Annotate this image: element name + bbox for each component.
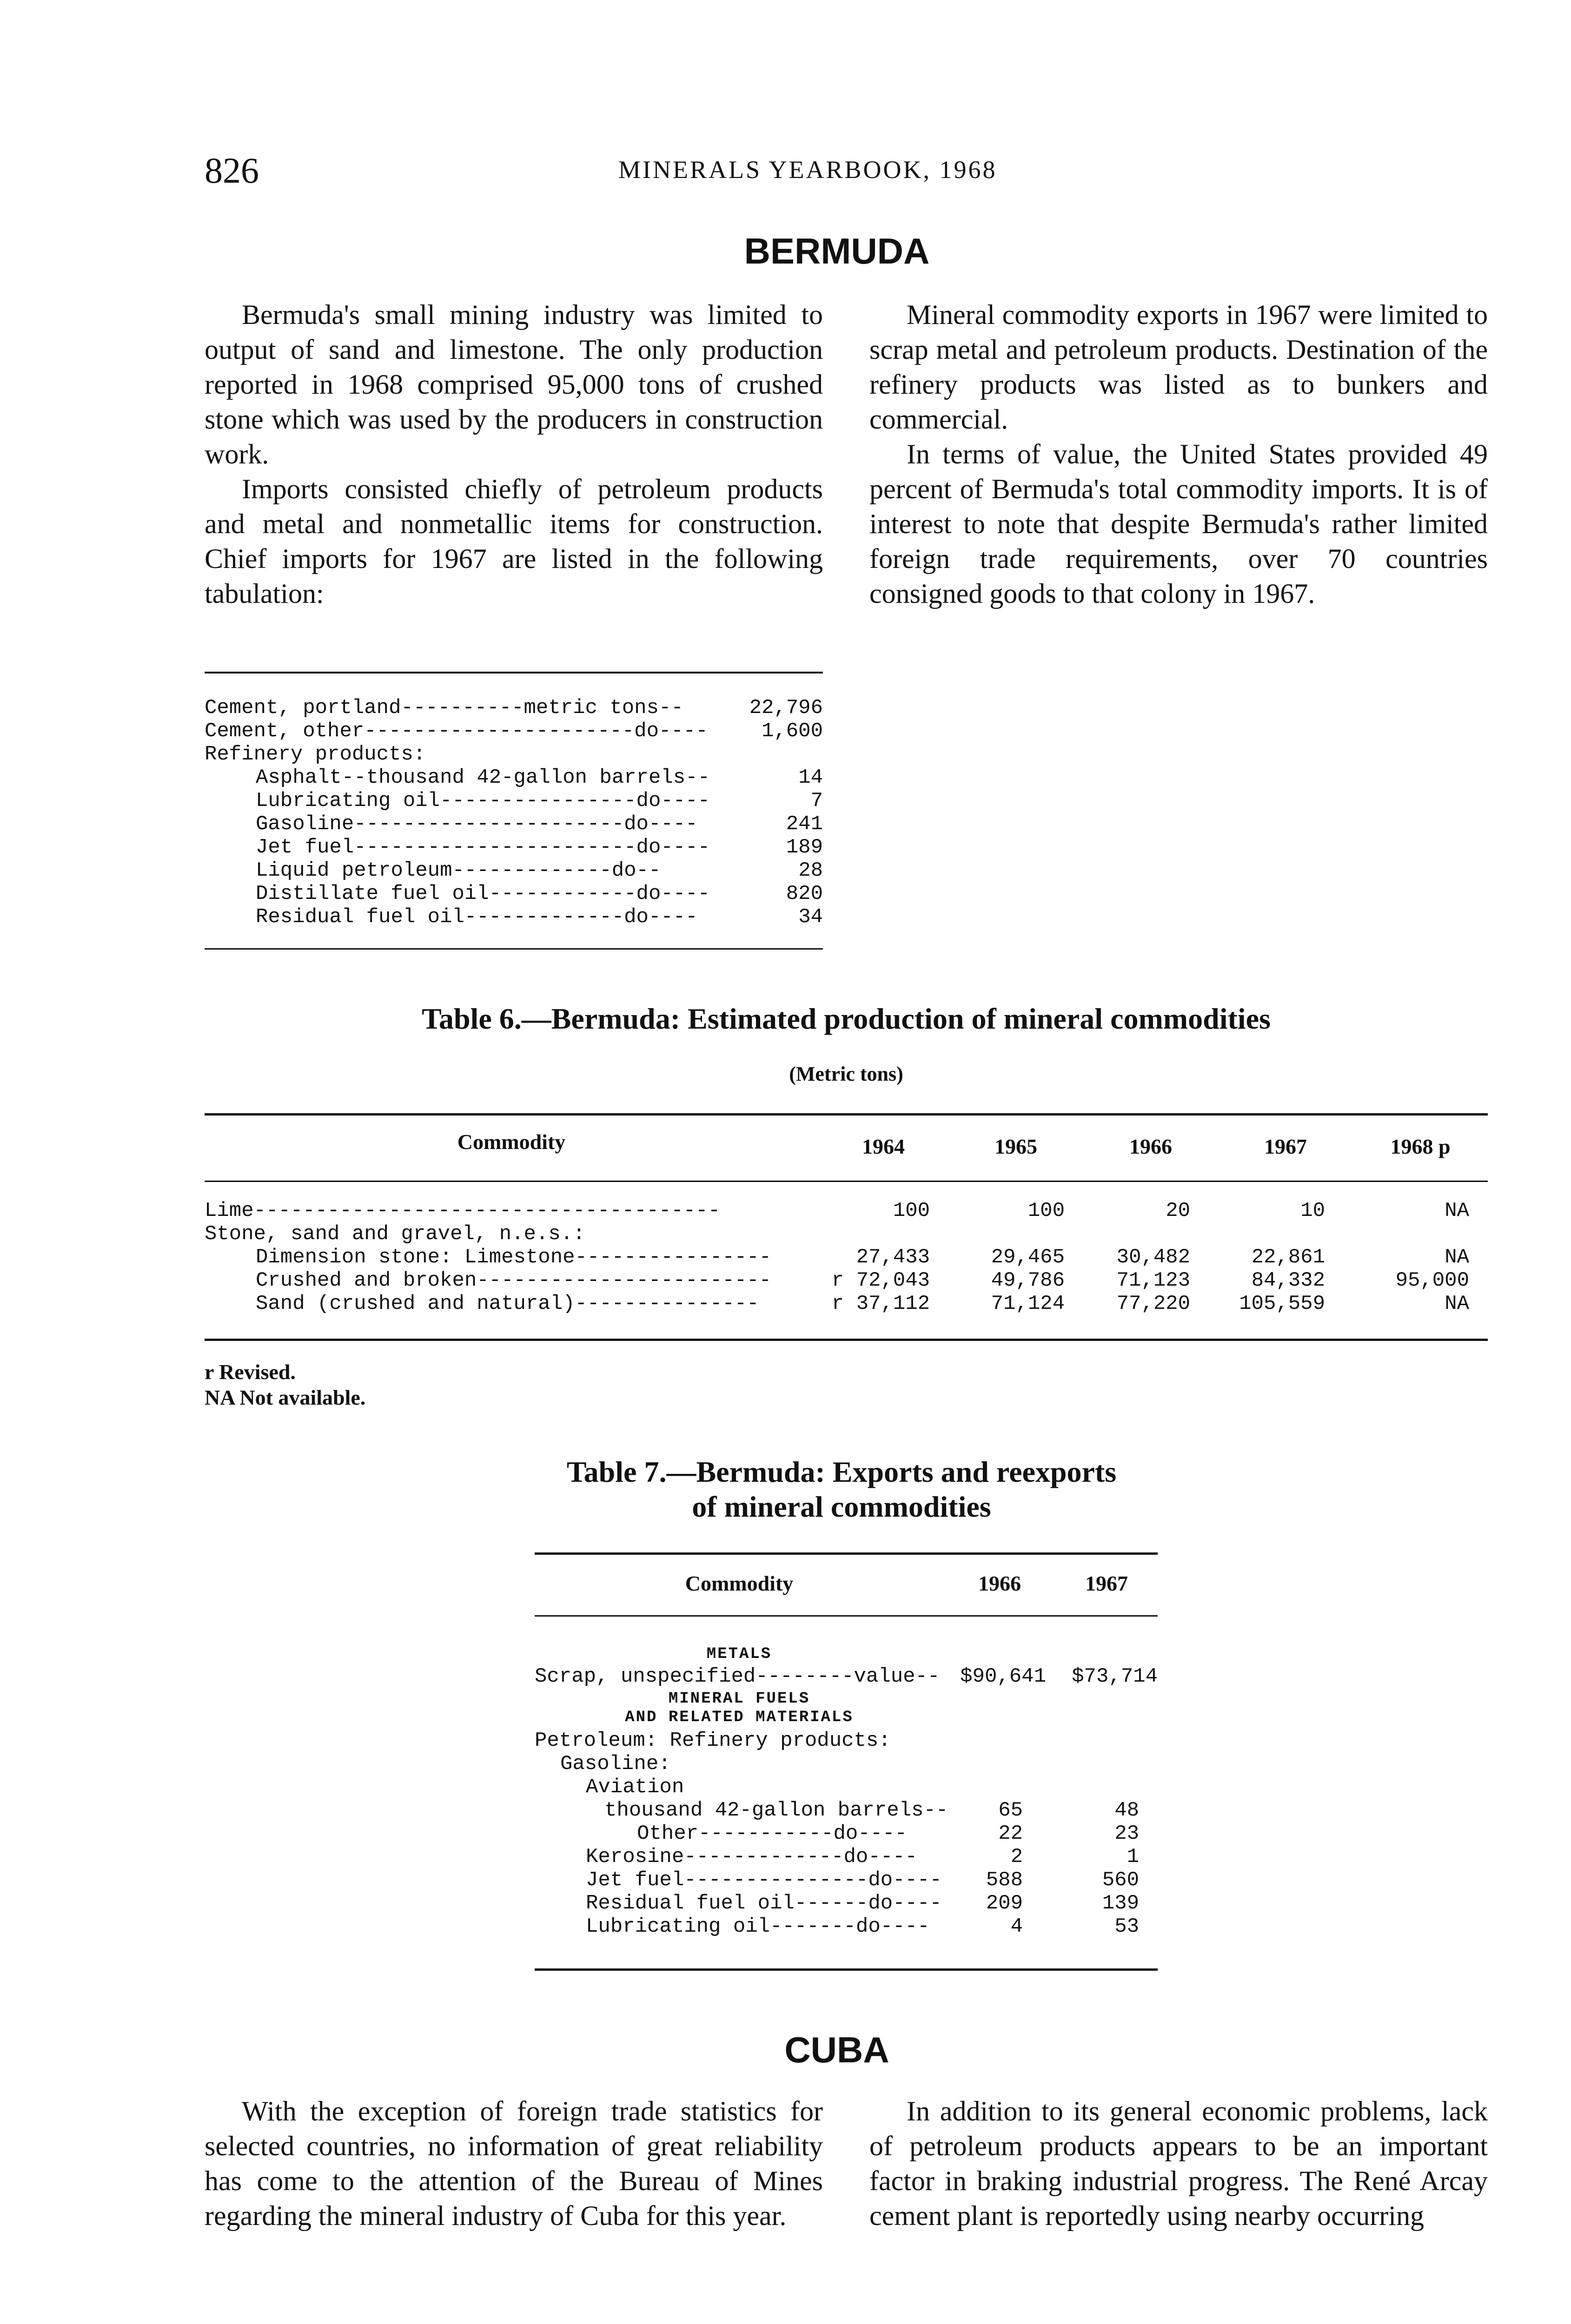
table-cell: 53 [1114, 1915, 1139, 1938]
table-cell: 209 [986, 1892, 1023, 1915]
table6-header-rule [205, 1181, 1488, 1182]
table7-section-metals: METALS [706, 1645, 772, 1663]
imports-row: Cement, portland----------metric tons-- [205, 696, 683, 720]
table-cell: 4 [1010, 1915, 1023, 1938]
bermuda-right-column [869, 297, 1488, 611]
table-cell: 95,000 [1395, 1269, 1469, 1292]
page-number: 826 [205, 150, 259, 191]
cuba-paragraph: With the exception of foreign trade statistics for selected countries, no information of great reliability has come to the attention of the Bureau of Mines regarding the mineral industry of Cuba for this year. [205, 2096, 823, 2231]
table7-top-rule [535, 1552, 1158, 1555]
table-cell: 10 [1300, 1199, 1325, 1222]
table-cell: 23 [1114, 1822, 1139, 1845]
table6-subtitle: (Metric tons) [789, 1063, 903, 1085]
table7-body [535, 1645, 1158, 1961]
table-cell: 22,861 [1251, 1246, 1325, 1269]
bermuda-paragraph: In terms of value, the United States provided 49 percent of Bermuda's total commodity imports. It is of interest to note that despite Bermuda's rather limited foreign trade requirements, over 70 countries consigned goods to that colony in 1967. [869, 439, 1488, 609]
table-row: Jet fuel---------------do---- [586, 1868, 942, 1892]
imports-value: 7 [810, 789, 823, 812]
table6-col-1967: 1967 [1264, 1135, 1307, 1158]
table-row: Residual fuel oil------do---- [586, 1892, 942, 1915]
table-cell: NA [1445, 1246, 1469, 1269]
table6-title: Table 6.—Bermuda: Estimated production of mineral commodities [422, 1002, 1271, 1035]
imports-row: Lubricating oil----------------do---- [256, 789, 710, 812]
section-title-cuba: CUBA [784, 2029, 889, 2070]
imports-value: 820 [786, 882, 823, 905]
table-cell: 1 [1127, 1845, 1139, 1868]
table-row: Dimension stone: Limestone---------------- [256, 1246, 771, 1269]
imports-row: Residual fuel oil-------------do---- [256, 905, 698, 929]
bermuda-paragraph: Imports consisted chiefly of petroleum products and metal and nonmetallic items for construction. Chief imports for 1967 are listed in the following tabulation: [205, 474, 823, 609]
table6-col-1965: 1965 [994, 1135, 1037, 1158]
table-cell: 30,482 [1116, 1246, 1190, 1269]
section-title-bermuda: BERMUDA [744, 231, 930, 271]
table-cell: 105,559 [1239, 1292, 1325, 1315]
table7-header-rule [535, 1615, 1158, 1617]
table-row: Crushed and broken------------------------ [256, 1269, 771, 1292]
imports-row: Asphalt--thousand 42-gallon barrels-- [256, 766, 710, 789]
table-cell: 84,332 [1251, 1269, 1325, 1292]
imports-value: 1,600 [761, 720, 823, 743]
table-cell: 100 [893, 1199, 930, 1222]
table7-header [535, 1566, 1158, 1613]
table7-title-line1: Table 7.—Bermuda: Exports and reexports [566, 1455, 1117, 1488]
table7-title-line2: of mineral commodities [692, 1490, 991, 1523]
table-cell: 100 [1027, 1199, 1065, 1222]
table-cell: 560 [1102, 1868, 1139, 1892]
table6-footnote-na: NA Not available. [205, 1386, 366, 1409]
table-row: Aviation [586, 1776, 684, 1799]
table-cell: 49,786 [991, 1269, 1065, 1292]
table-cell: $73,714 [1072, 1665, 1158, 1688]
table-row: Gasoline: [560, 1752, 671, 1776]
table-cell: 65 [998, 1799, 1023, 1822]
table-cell: r 72,043 [831, 1269, 930, 1292]
table-cell: 20 [1166, 1199, 1190, 1222]
imports-row: Gasoline----------------------do---- [256, 812, 698, 836]
table-cell: 71,124 [991, 1292, 1065, 1315]
page-header [0, 150, 1571, 191]
imports-value: 22,796 [749, 696, 823, 720]
imports-row: Refinery products: [205, 743, 426, 766]
table-cell: 22 [998, 1822, 1023, 1845]
imports-value: 241 [786, 812, 823, 836]
bermuda-paragraph: Mineral commodity exports in 1967 were limited to scrap metal and petroleum products. Destination of the refinery products was listed as to bunkers and commercial. [869, 299, 1488, 435]
cuba-left-column [205, 2094, 823, 2233]
table6-header [205, 1125, 1488, 1181]
bermuda-left-column [205, 297, 823, 611]
table7-section-fuels: MINERAL FUELS [668, 1690, 810, 1708]
cuba-right-column [869, 2094, 1488, 2233]
imports-row: Liquid petroleum-------------do-- [256, 859, 661, 882]
table-cell: 71,123 [1116, 1269, 1190, 1292]
table6-col-commodity: Commodity [457, 1130, 566, 1154]
table-cell: 29,465 [991, 1246, 1065, 1269]
table-cell: 27,433 [856, 1246, 930, 1269]
table-row: Petroleum: Refinery products: [535, 1729, 891, 1752]
cuba-paragraph: In addition to its general economic problems, lack of petroleum products appears to be an important factor in braking industrial progress. The René Arcay cement plant is reportedly using nearby occurring [869, 2096, 1488, 2231]
imports-row: Cement, other----------------------do---- [205, 720, 708, 743]
table-row: Scrap, unspecified--------value-- [535, 1665, 940, 1688]
table7-section-fuels: AND RELATED MATERIALS [625, 1709, 854, 1726]
imports-value: 189 [786, 836, 823, 859]
table-cell: 48 [1114, 1799, 1139, 1822]
table-row: Kerosine-------------do---- [586, 1845, 917, 1868]
table-row: Sand (crushed and natural)--------------- [256, 1292, 759, 1315]
table-row: Lubricating oil-------do---- [586, 1915, 930, 1938]
table-row: Other-----------do---- [637, 1822, 907, 1845]
imports-row: Distillate fuel oil------------do---- [256, 882, 710, 905]
table7-col-1967: 1967 [1085, 1571, 1128, 1595]
table7-col-commodity: Commodity [685, 1571, 794, 1595]
table-cell: NA [1445, 1292, 1469, 1315]
table-row: thousand 42-gallon barrels-- [604, 1799, 948, 1822]
table-cell: 77,220 [1116, 1292, 1190, 1315]
table-cell: $90,641 [960, 1665, 1046, 1688]
imports-value: 14 [798, 766, 823, 789]
table7-bottom-rule [535, 1968, 1158, 1971]
table-cell: 588 [986, 1868, 1023, 1892]
table6-col-1964: 1964 [862, 1135, 905, 1158]
table6-col-1966: 1966 [1129, 1135, 1172, 1158]
bermuda-paragraph: Bermuda's small mining industry was limited to output of sand and limestone. The only production reported in 1968 comprised 95,000 tons of crushed stone which was used by the producers in construction work. [205, 299, 823, 469]
table-cell: 139 [1102, 1892, 1139, 1915]
running-title: MINERALS YEARBOOK, 1968 [618, 156, 997, 184]
table7-col-1966: 1966 [978, 1571, 1021, 1595]
table6-body [205, 1199, 1488, 1320]
table-cell: NA [1445, 1199, 1469, 1222]
imports-top-rule [205, 672, 823, 673]
table-row: Lime-------------------------------------- [205, 1199, 720, 1222]
table6-bottom-rule [205, 1339, 1488, 1341]
table-cell: r 37,112 [831, 1292, 930, 1315]
imports-row: Jet fuel-----------------------do---- [256, 836, 710, 859]
table6-col-1968: 1968 p [1390, 1135, 1451, 1158]
imports-bottom-rule [205, 948, 823, 950]
imports-value: 34 [798, 905, 823, 929]
table-row: Stone, sand and gravel, n.e.s.: [205, 1222, 585, 1246]
table-cell: 2 [1010, 1845, 1023, 1868]
imports-tabulation [205, 696, 823, 938]
table6-top-rule [205, 1113, 1488, 1116]
imports-value: 28 [798, 859, 823, 882]
table6-footnote-revised: r Revised. [205, 1360, 296, 1384]
